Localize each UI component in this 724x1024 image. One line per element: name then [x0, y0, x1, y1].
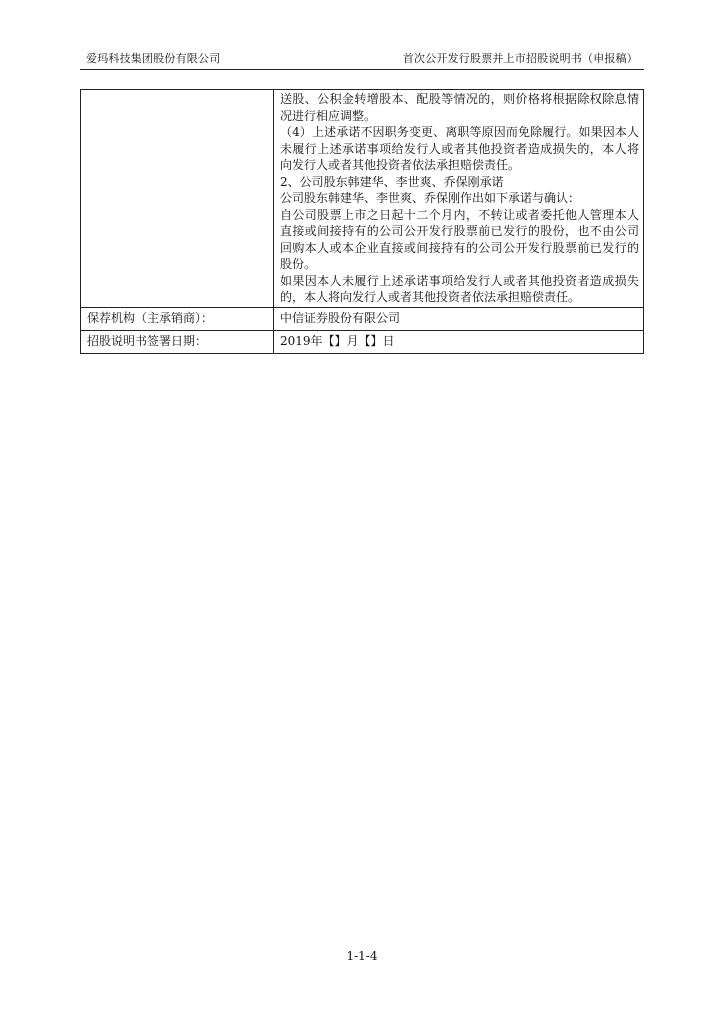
- sponsor-value: 中信证券股份有限公司: [274, 307, 644, 330]
- signing-date-value: 2019年【】月【】日: [274, 330, 644, 353]
- table-row-sponsor: [81, 307, 644, 330]
- commitment-paragraph: （4）上述承诺不因职务变更、离职等原因而免除履行。如果因本人未履行上述承诺事项给发行人或者其他投资者造成损失的，本人将向发行人或者其他投资者依法承担赔偿责任。: [280, 125, 639, 172]
- page-number: 1-1-4: [346, 949, 378, 963]
- header-document-title: 首次公开发行股票并上市招股说明书（申报稿）: [402, 52, 638, 65]
- header-company-name: 爱玛科技集团股份有限公司: [86, 52, 221, 65]
- commitment-paragraph: 送股、公积金转增股本、配股等情况的，则价格将根据除权除息情况进行相应调整。: [280, 92, 639, 123]
- table-row-commitments: [81, 90, 644, 308]
- commitment-paragraph: 自公司股票上市之日起十二个月内，不转让或者委托他人管理本人直接或间接持有的公司公开发行股票前已发行的股份，也不由公司回购本人或本企业直接或间接持有的公司公开发行股票前已发行的股份。: [280, 207, 639, 271]
- sponsor-label: 保荐机构（主承销商）：: [81, 307, 274, 330]
- prospectus-info-table: [80, 89, 644, 354]
- commitment-paragraph: 2、公司股东韩建华、李世爽、乔保刚承诺: [280, 174, 504, 189]
- commitments-content-cell: [274, 90, 644, 308]
- commitment-paragraph: 如果因本人未履行上述承诺事项给发行人或者其他投资者造成损失的，本人将向发行人或者其他投资者依法承担赔偿责任。: [280, 273, 639, 304]
- table-row-signing-date: [81, 330, 644, 353]
- commitment-paragraph: 公司股东韩建华、李世爽、乔保刚作出如下承诺与确认：: [280, 191, 581, 205]
- signing-date-label: 招股说明书签署日期：: [81, 330, 274, 353]
- commitments-label-cell: [81, 90, 274, 308]
- header-divider: [80, 69, 644, 70]
